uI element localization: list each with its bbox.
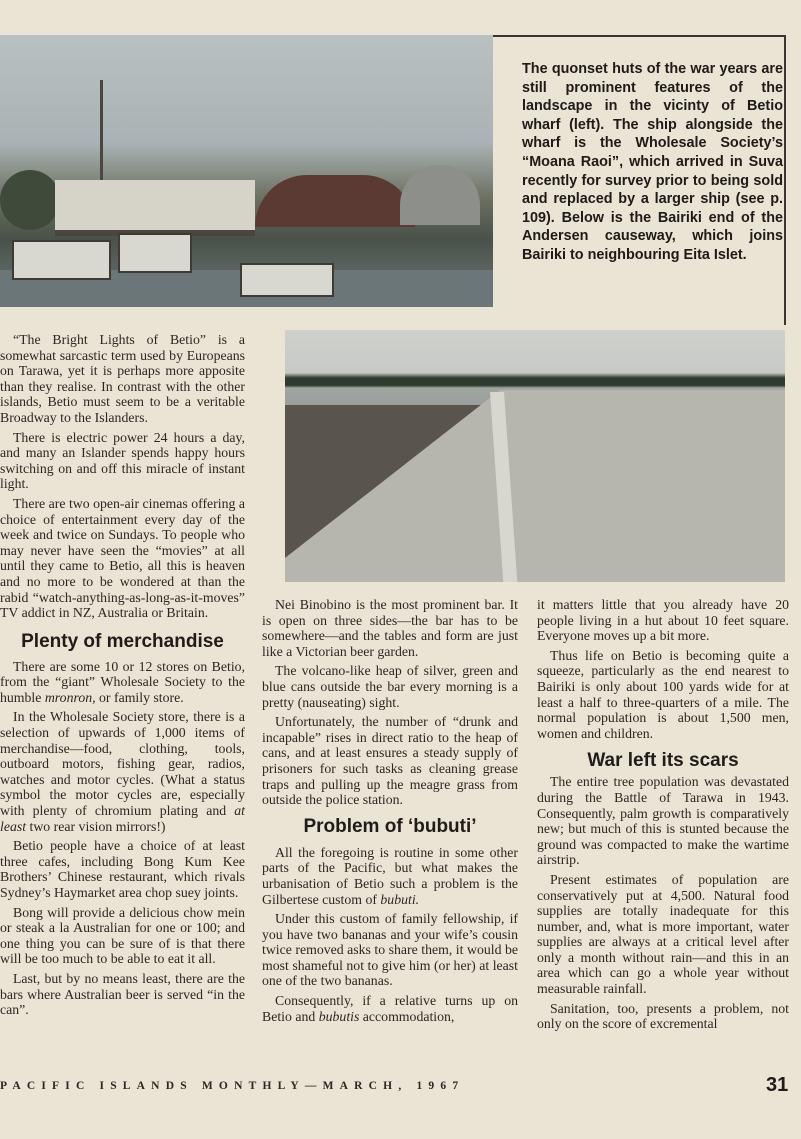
caption-border-top [493, 35, 785, 37]
photo-causeway [285, 330, 785, 582]
column-1 [0, 332, 245, 1022]
photo-quonset-hut [400, 165, 480, 225]
caption-border-right [784, 35, 786, 325]
paragraph: There are some 10 or 12 stores on Betio, from the “giant” Wholesale Society to the humble mronron, or family store. [0, 658, 245, 705]
paragraph: There are two open-air cinemas offering a choice of entertainment every day of the week and twice on Sundays. To people who may never have seen the “movies” at all until they came to Betio, all this is heaven and no more to be wondered at than the rabid “watch-anything-as-long-as-it-moves” TV addict in NZ, Australia or Britain. [0, 495, 245, 621]
paragraph: “The Bright Lights of Betio” is a somewhat sarcastic term used by Europeans on Tarawa, yet it is perhaps more apposite than they realise. In contrast with the other islands, Betio must seem to be a veritable Broadway to the Islanders. [0, 332, 245, 425]
section-heading: Problem of ‘bubuti’ [303, 815, 477, 837]
photo-trees [0, 170, 60, 230]
photo-caption: The quonset huts of the war years are still prominent features of the landscape in the vicinty of Betio wharf (left). The ship alongside the wharf is the Wholesale Society’s “Moana Raoi”, which arrived in Suva recently for survey prior to being sold and replaced by a larger ship (see p. 109). Below is the Bairiki end of the Andersen causeway, which joins Bairiki to neighbouring Eita Islet. [522, 61, 783, 263]
paragraph: Consequently, if a relative turns up on Betio and bubutis accommodation, [262, 993, 518, 1024]
paragraph: The volcano-like heap of silver, green and blue cans outside the bar every morning is a pretty (nauseating) sight. [262, 663, 518, 710]
paragraph: Bong will provide a delicious chow mein or steak a la Australian for one or 100; and one thing you can be sure of is that there will be too much to be able to eat it all. [0, 904, 245, 967]
paragraph: Last, but by no means least, there are the bars where Australian beer is served “in the can”. [0, 970, 245, 1018]
photo-quonset-hut [255, 175, 415, 227]
column-2 [262, 597, 518, 1028]
page-number: 31 [766, 1074, 789, 1096]
photo-ship [55, 180, 255, 236]
paragraph: Under this custom of family fellowship, if you have two bananas and your wife’s cousin twice removed asks to share them, it would be most shameful not to give him (or her) at least one of the two bananas. [262, 911, 518, 989]
paragraph: Thus life on Betio is becoming quite a squeeze, particularly as the end nearest to Bairiki is only about 100 yards wide for at least a half to three-quarters of a mile. The normal population is about 1,500 men, women and children. [537, 647, 789, 741]
photo-betio-wharf [0, 35, 493, 307]
paragraph: There is electric power 24 hours a day, and many an Islander spends happy hours switching on and off this miracle of instant light. [0, 429, 245, 492]
paragraph: Unfortunately, the number of “drunk and incapable” rises in direct ratio to the heap of cans, and at least ensures a steady supply of prisoners for such tasks as cleaning grease traps and pulling up the meagre grass from outside the police station. [262, 714, 518, 808]
paragraph: Betio people have a choice of at least three cafes, including Bong Kum Kee Brothers’ Chinese restaurant, which rivals Sydney’s Haymarket area chop suey joints. [0, 838, 245, 900]
photo-boat [118, 233, 192, 273]
paragraph: Sanitation, too, presents a problem, not only on the score of excremental [537, 1000, 789, 1032]
paragraph: The entire tree population was devastated during the Battle of Tarawa in 1943. Consequently, palm growth is comparatively new; but much of this is stunted because the ground was compacted to make the wartime airstrip. [537, 774, 789, 868]
paragraph: All the foregoing is routine in some other parts of the Pacific, but what makes the urbanisation of Betio such a problem is the Gilbertese custom of bubuti. [262, 844, 518, 907]
photo-boat [12, 240, 111, 280]
column-3 [537, 597, 789, 1036]
paragraph: Nei Binobino is the most prominent bar. It is open on three sides—the bar has to be somewhere—and the tables and form are just like a Victorian beer garden. [262, 597, 518, 659]
section-heading: Plenty of merchandise [21, 630, 224, 652]
photo-mast [100, 80, 103, 190]
photo-boat [240, 263, 334, 297]
section-heading: War left its scars [587, 750, 739, 772]
paragraph: it matters little that you already have 20 people living in a hut about 10 feet square. Everyone moves up a bit more. [537, 597, 789, 644]
paragraph: Present estimates of population are conservatively put at 4,500. Natural food supplies are totally inadequate for this number, and, what is more important, water supplies are always at a critical level after only a month without rain—and this in an area which can go a whole year without measurable rainfall. [537, 871, 789, 997]
paragraph: In the Wholesale Society store, there is a selection of upwards of 1,000 items of merchandise—food, clothing, tools, outboard motors, fishing gear, radios, watches and motor cycles. (What a status symbol the motor cycles are, especially with plenty of chromium plating and at least two rear vision mirrors!) [0, 709, 245, 834]
page-footer: PACIFIC ISLANDS MONTHLY—MARCH, 1967 [0, 1080, 465, 1092]
